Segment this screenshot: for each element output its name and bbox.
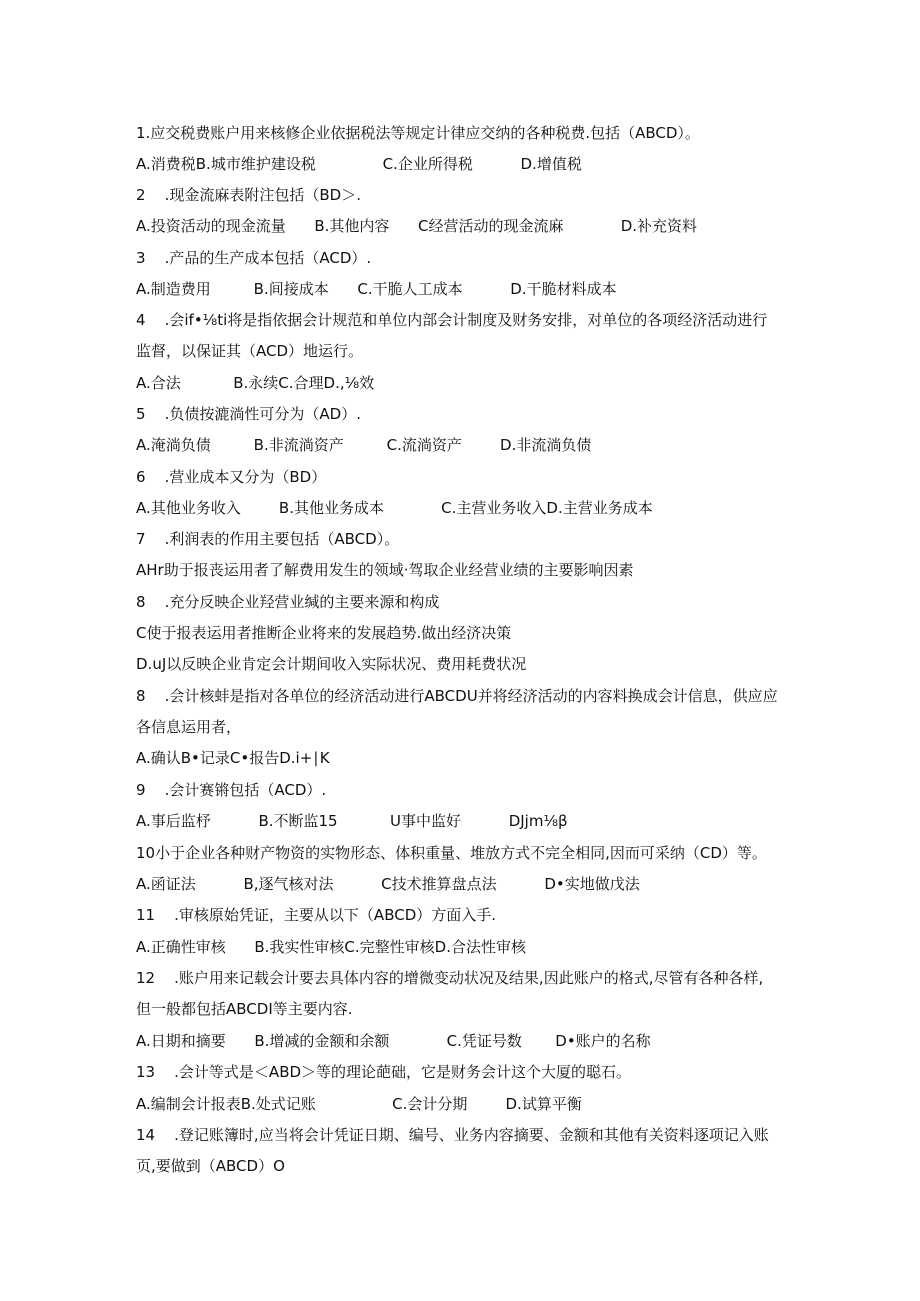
question-12-continued: 但一般都包括ABCDI等主要内容. bbox=[136, 1000, 353, 1018]
question-2-options: A.投资活动的现金流量 B.其他内容 C经营活动的现金流麻 D.补充资料 bbox=[136, 217, 698, 235]
question-7-option-a: AHr助于报丧运用者了解费用发生的领域·驾取企业经营业绩的主要影响因素 bbox=[136, 561, 634, 579]
question-14: 14 .登记账簿时,应当将会计凭证日期、编号、业务内容摘要、金额和其他有关资料逐项记入账 bbox=[136, 1126, 769, 1144]
question-8-continued: 各信息运用者， bbox=[136, 718, 242, 736]
question-7: 7 .利润表的作用主要包括（ABCD）。 bbox=[136, 530, 400, 548]
question-8: 8 .会计核蚌是指对各单位的经济活动进行ABCDU并将经济活动的内容料换成会计信息，供应应 bbox=[136, 687, 778, 705]
question-7-option-d: D.uJ以反映企业肯定会计期间收入实际状况、费用耗费状况 bbox=[136, 655, 527, 673]
question-11-options: A.正确性审核 B.我实性审核C.完整性审核D.合法性审核 bbox=[136, 938, 526, 956]
question-7-option-b: 8 .充分反映企业羟营业缄的主要来源和构成 bbox=[136, 593, 440, 611]
question-1-options: A.消费税B.城市维护建设税 C.企业所得税 D.增值税 bbox=[136, 155, 582, 173]
question-6: 6 .营业成本又分为（BD） bbox=[136, 468, 327, 486]
question-7-option-c: C使于报表运用者推断企业将来的发展趋势.做出经济决策 bbox=[136, 624, 512, 642]
question-4-continued: 监督，以保证其（ACD）地运行。 bbox=[136, 342, 364, 360]
question-8-options: A.确认B•记录C•报告D.i+∣K bbox=[136, 749, 330, 767]
question-13: 13 .会计等式是＜ABD＞等的理论葩础，它是财务会计这个大厦的聪石。 bbox=[136, 1063, 632, 1081]
question-5-options: A.淹淌负债 B.非流淌资产 C.流淌资产 D.非流淌负债 bbox=[136, 436, 592, 454]
question-13-options: A.编制会计报表B.处式记账 C.会计分期 D.试算平衡 bbox=[136, 1095, 582, 1113]
question-10-options: A.函证法 B,逐气核对法 C技术推算盘点法 D•实地做戊法 bbox=[136, 875, 640, 893]
question-12-options: A.日期和摘要 B.增减的金额和余额 C.凭证号数 D•账户的名称 bbox=[136, 1032, 651, 1050]
question-9-options: A.事后监杼 B.不断监15 U事中监好 DJjm⅛β bbox=[136, 812, 568, 830]
question-5: 5 .负债按漉淌性可分为（AD）. bbox=[136, 405, 361, 423]
question-9: 9 .会计赛锵包括（ACD）. bbox=[136, 781, 327, 799]
question-3-options: A.制造费用 B.间接成本 C.干脆人工成本 D.干脆材料成本 bbox=[136, 280, 617, 298]
question-12: 12 .账户用来记载会计要去具体内容的增微变动状况及结果,因此账户的格式,尽管有各种各样, bbox=[136, 969, 764, 987]
question-4: 4 .会if•⅛ti将是指依据会计规范和单位内部会计制度及财务安排，对单位的各项经济活动进行 bbox=[136, 311, 768, 329]
question-2: 2 .现金流麻表附注包括（BD＞. bbox=[136, 186, 361, 204]
question-10: 10小于企业各种财产物资的实物形态、体积重量、堆放方式不完全相同,因而可采纳（CD）等。 bbox=[136, 844, 767, 862]
question-6-options: A.其他业务收入 B.其他业务成本 C.主营业务收入D.主营业务成本 bbox=[136, 499, 653, 517]
question-11: 11 .审核原始凭证，主要从以下（ABCD）方面入手. bbox=[136, 906, 497, 924]
question-4-options: A.合法 B.永续C.合理D.,⅛效 bbox=[136, 374, 375, 392]
question-3: 3 .产品的生产成本包括（ACD）. bbox=[136, 249, 372, 267]
question-1: 1.应交税费账户用来核修企业依据税法等规定计律应交纳的各种税费.包括（ABCD）。 bbox=[136, 124, 700, 142]
question-14-continued: 页,要做到（ABCD）O bbox=[136, 1157, 285, 1175]
